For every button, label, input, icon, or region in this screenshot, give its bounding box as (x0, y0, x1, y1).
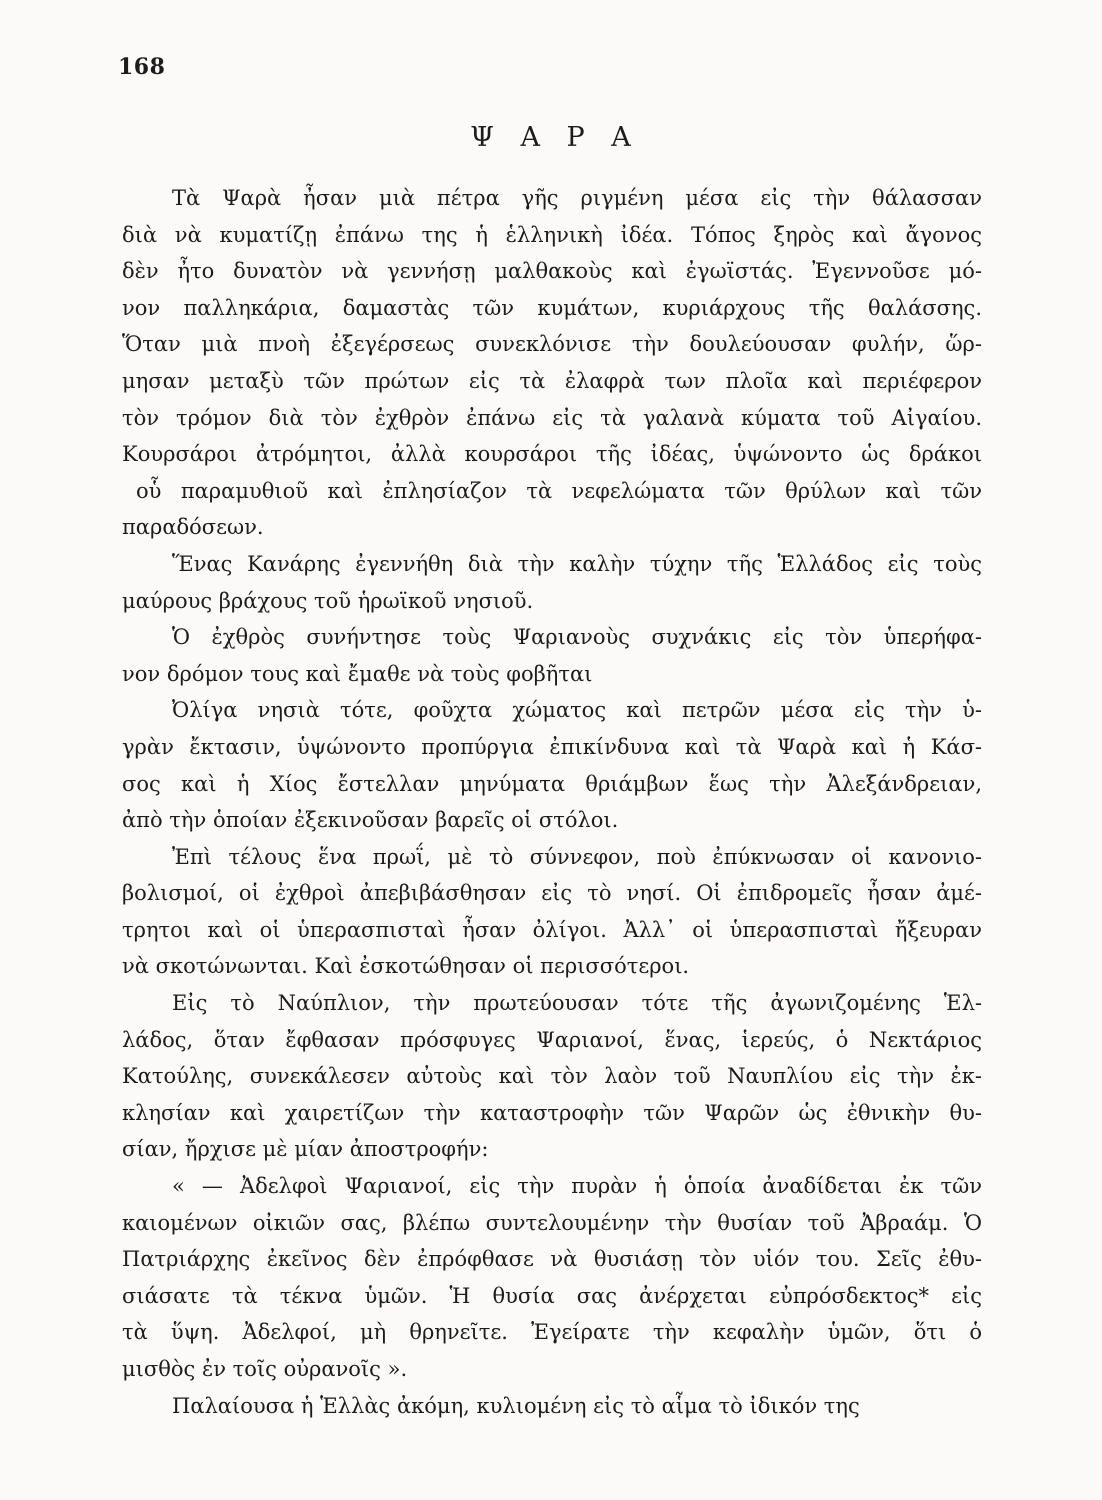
text-line: νὰ σκοτώνωνται. Καὶ ἐσκοτώθησαν οἱ περισσότεροι. (122, 954, 690, 979)
text-line: σιάσατε τὰ τέκνα ὑμῶν. Ἡ θυσία σας ἀνέρχεται εὐπρόσδεκτος* εἰς (122, 1283, 982, 1308)
text-line: διὰ νὰ κυματίζῃ ἐπάνω της ἡ ἑλληνικὴ ἰδέα. Τόπος ξηρὸς καὶ ἄγονος (122, 222, 982, 247)
page-number: 168 (118, 54, 166, 80)
text-line: Ἕνας Κανάρης ἐγεννήθη διὰ τὴν καλὴν τύχην τῆς Ἑλλάδος εἰς τοὺς (172, 551, 982, 576)
text-line: Παλαίουσα ἡ Ἑλλὰς ἀκόμη, κυλιομένη εἰς τὸ αἷμα τὸ ἰδικόν της (172, 1393, 860, 1418)
text-line: Εἰς τὸ Ναύπλιον, τὴν πρωτεύουσαν τότε τῆς ἀγωνιζομένης Ἑλ- (172, 991, 982, 1016)
text-line: Κατούλης, συνεκάλεσεν αὐτοὺς καὶ τὸν λαὸν τοῦ Ναυπλίου εἰς τὴν ἐκ- (122, 1064, 982, 1089)
text-line: σος καὶ ἡ Χίος ἔστελλαν μηνύματα θριάμβων ἕως τὴν Ἀλεξάνδρειαν, (122, 771, 982, 796)
body-text (122, 180, 982, 1424)
text-line: οὗ παραμυθιοῦ καὶ ἐπλησίαζον τὰ νεφελώματα τῶν θρύλων καὶ τῶν (136, 478, 982, 503)
text-line: καιομένων οἰκιῶν σας, βλέπω συντελουμένην τὴν θυσίαν τοῦ Ἀβραάμ. Ὁ (122, 1210, 982, 1235)
text-line: τρητοι καὶ οἱ ὑπερασπισταὶ ἦσαν ὀλίγοι. Ἀλλ᾽ οἱ ὑπερασπισταὶ ἤξευραν (122, 917, 982, 942)
text-line: μισθὸς ἐν τοῖς οὐρανοῖς ». (122, 1357, 408, 1381)
text-line: βολισμοί, οἱ ἐχθροὶ ἀπεβιβάσθησαν εἰς τὸ νησί. Οἱ ἐπιδρομεῖς ἦσαν ἀμέ- (122, 881, 982, 906)
text-line: Τὰ Ψαρὰ ἦσαν μιὰ πέτρα γῆς ριγμένη μέσα εἰς τὴν θάλασσαν (172, 186, 982, 210)
text-line: Πατριάρχης ἐκεῖνος δὲν ἐπρόφθασε νὰ θυσιάσῃ τὸν υἱόν του. Σεῖς ἐθυ- (122, 1247, 982, 1272)
text-line: Κουρσάροι ἀτρόμητοι, ἀλλὰ κουρσάροι τῆς ἰδέας, ὑψώνοντο ὡς δράκοι (122, 442, 982, 467)
text-line: γρὰν ἔκτασιν, ὑψώνοντο προπύργια ἐπικίνδυνα καὶ τὰ Ψαρὰ καὶ ἡ Κάσ- (122, 734, 982, 759)
text-line: νον δρόμον τους καὶ ἔμαθε νὰ τοὺς φοβῆται (122, 661, 593, 686)
text-line: σίαν, ἤρχισε μὲ μίαν ἀποστροφήν: (122, 1137, 489, 1162)
text-line: κλησίαν καὶ χαιρετίζων τὴν καταστροφὴν τῶν Ψαρῶν ὡς ἐθνικὴν θυ- (122, 1100, 982, 1125)
text-line: τὸν τρόμον διὰ τὸν ἐχθρὸν ἐπάνω εἰς τὰ γαλανὰ κύματα τοῦ Αἰγαίου. (122, 405, 982, 430)
text-line: Ὁ ἐχθρὸς συνήντησε τοὺς Ψαριανοὺς συχνάκις εἰς τὸν ὑπερήφα- (172, 625, 982, 650)
text-line: νον παλληκάρια, δαμαστὰς τῶν κυμάτων, κυριάρχους τῆς θαλάσσης. (122, 295, 982, 320)
text-line: Ἐπὶ τέλους ἕνα πρωΐ, μὲ τὸ σύννεφον, ποὺ ἐπύκνωσαν οἱ κανονιο- (172, 844, 982, 869)
text-line: τὰ ὕψη. Ἀδελφοί, μὴ θρηνεῖτε. Ἐγείρατε τὴν κεφαλὴν ὑμῶν, ὅτι ὁ (122, 1320, 982, 1345)
text-line: παραδόσεων. (122, 515, 264, 540)
text-line: μησαν μεταξὺ τῶν πρώτων εἰς τὰ ἐλαφρὰ των πλοῖα καὶ περιέφερον (122, 368, 982, 393)
page-title: Ψ Α Ρ Α (470, 122, 640, 153)
text-line: Ὅταν μιὰ πνοὴ ἐξεγέρσεως συνεκλόνισε τὴν δουλεύουσαν φυλήν, ὥρ- (122, 332, 982, 357)
text-line: ἀπὸ τὴν ὁποίαν ἐξεκινοῦσαν βαρεῖς οἱ στόλοι. (122, 808, 619, 833)
text-line: δὲν ἦτο δυνατὸν νὰ γεννήσῃ μαλθακοὺς καὶ ἐγωϊστάς. Ἐγεννοῦσε μό- (122, 259, 982, 284)
text-line: « — Ἀδελφοὶ Ψαριανοί, εἰς τὴν πυρὰν ἡ ὁποία ἀναδίδεται ἐκ τῶν (172, 1174, 982, 1199)
text-line: λάδος, ὅταν ἔφθασαν πρόσφυγες Ψαριανοί, ἕνας, ἱερεύς, ὁ Νεκτάριος (122, 1027, 982, 1052)
text-line: Ὀλίγα νησιὰ τότε, φοῦχτα χώματος καὶ πετρῶν μέσα εἰς τὴν ὑ- (172, 698, 982, 723)
text-line: μαύρους βράχους τοῦ ἡρωϊκοῦ νησιοῦ. (122, 588, 534, 613)
